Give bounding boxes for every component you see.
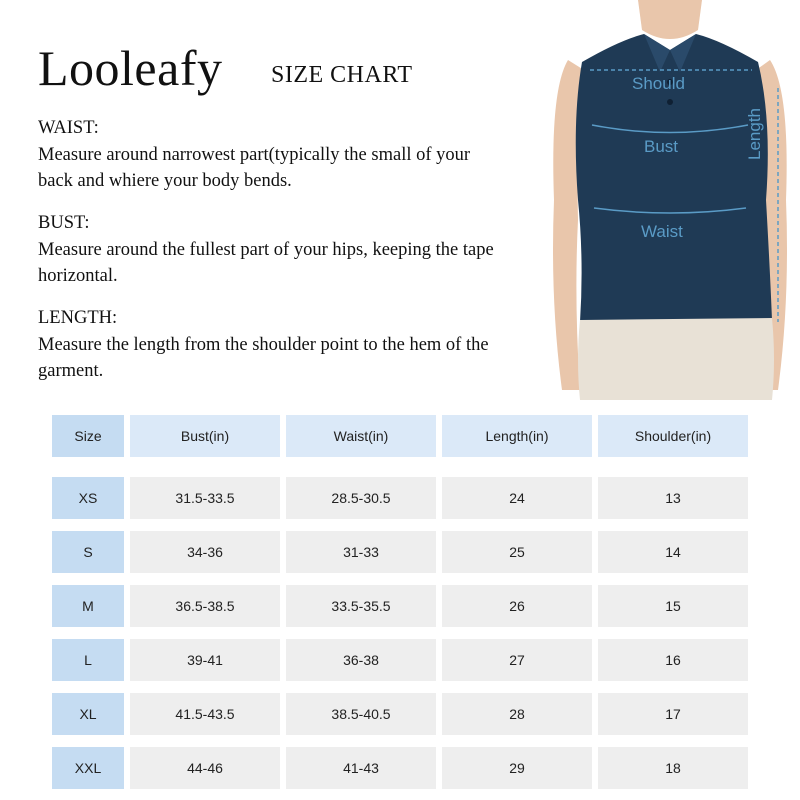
size-label-cell: XXL [52,747,124,789]
table-cell: 36.5-38.5 [130,585,280,627]
definition-text: Measure around the fullest part of your hips, keeping the tape horizontal. [38,240,494,286]
table-cell: 14 [598,531,748,573]
table-cell: 17 [598,693,748,735]
definition-heading: LENGTH: [38,308,118,328]
size-label-cell: S [52,531,124,573]
table-cell: 31.5-33.5 [130,477,280,519]
table-cell: 38.5-40.5 [286,693,436,735]
size-label-cell: XL [52,693,124,735]
bust-label: Bust [644,137,679,156]
table-cell: 31-33 [286,531,436,573]
measurement-definitions [38,115,508,400]
table-cell: 28 [442,693,592,735]
table-cell: 25 [442,531,592,573]
definition-waist [38,115,508,194]
table-cell: 18 [598,747,748,789]
brand-logo: Looleafy [38,40,223,96]
table-header-cell: Bust(in) [130,415,280,457]
table-cell: 29 [442,747,592,789]
table-header-cell: Waist(in) [286,415,436,457]
table-cell: 44-46 [130,747,280,789]
table-cell: 15 [598,585,748,627]
table-cell: 13 [598,477,748,519]
definition-text: Measure around narrowest part(typically the small of your back and whiere your body bends. [38,145,471,191]
table-cell: 28.5-30.5 [286,477,436,519]
definition-heading: BUST: [38,213,90,233]
size-label-cell: M [52,585,124,627]
definition-text: Measure the length from the shoulder point to the hem of the garment. [38,335,489,381]
definition-length [38,305,508,384]
size-label-cell: L [52,639,124,681]
table-cell: 33.5-35.5 [286,585,436,627]
definition-bust [38,210,508,289]
size-label-cell: XS [52,477,124,519]
table-cell: 26 [442,585,592,627]
table-cell: 41.5-43.5 [130,693,280,735]
waist-label: Waist [641,222,683,241]
model-figure [540,0,800,400]
page-title: SIZE CHART [271,62,413,88]
shoulder-label: Should [632,74,685,93]
model-illustration [540,0,800,400]
table-cell: 36-38 [286,639,436,681]
table-cell: 34-36 [130,531,280,573]
table-cell: 41-43 [286,747,436,789]
table-header-cell: Length(in) [442,415,592,457]
length-label: Length [745,108,764,160]
table-cell: 24 [442,477,592,519]
size-table [52,415,752,785]
table-header-cell: Shoulder(in) [598,415,748,457]
table-cell: 39-41 [130,639,280,681]
table-header-cell: Size [52,415,124,457]
table-cell: 27 [442,639,592,681]
table-cell: 16 [598,639,748,681]
definition-heading: WAIST: [38,118,99,138]
